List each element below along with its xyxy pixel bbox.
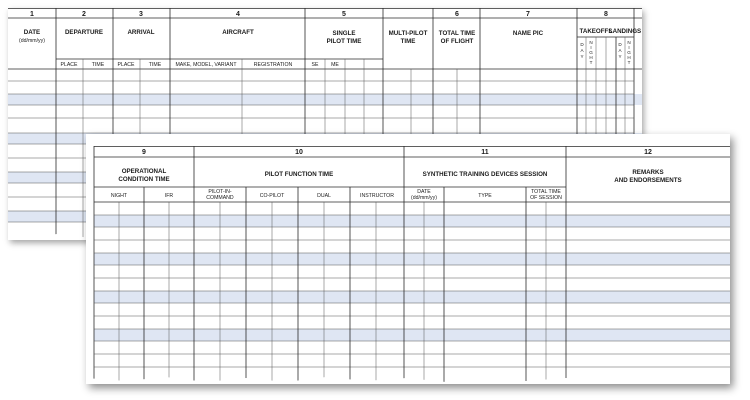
- col-number: 1: [30, 11, 34, 18]
- col-number: 6: [455, 11, 459, 18]
- aircraft-title: AIRCRAFT: [222, 29, 254, 36]
- session-type-label: TYPE: [478, 193, 492, 199]
- svg-text:T: T: [589, 60, 593, 65]
- arrival-title: ARRIVAL: [127, 29, 155, 36]
- svg-text:T: T: [627, 60, 631, 65]
- operational-title-1: OPERATIONAL: [121, 168, 167, 175]
- svg-text:A: A: [618, 48, 622, 53]
- pic-label-1: PILOT-IN-: [208, 189, 232, 195]
- name-pic-title: NAME PIC: [512, 30, 544, 37]
- col-number: 3: [139, 11, 143, 18]
- single-engine: SE: [311, 62, 319, 68]
- svg-text:Y: Y: [580, 54, 584, 59]
- multi-pilot-title-1: MULTI-PILOT: [388, 30, 428, 37]
- tinted-row: [94, 329, 730, 341]
- date-title: DATE: [23, 29, 41, 36]
- col-number: 10: [295, 149, 303, 156]
- departure-place: PLACE: [60, 62, 78, 68]
- multi-pilot-title-2: TIME: [400, 38, 416, 45]
- date-format: (dd/mm/yy): [19, 38, 45, 44]
- col-number: 4: [236, 11, 240, 18]
- back-page-grid: [86, 134, 730, 384]
- logbook-back-page: [86, 134, 730, 384]
- single-pilot-title-2: PILOT TIME: [326, 38, 362, 45]
- aircraft-registration: REGISTRATION: [253, 62, 293, 68]
- operational-title-2: CONDITION TIME: [118, 176, 170, 183]
- col-number: 8: [604, 11, 608, 18]
- ifr-label: IFR: [164, 193, 174, 199]
- single-pilot-title-1: SINGLE: [332, 30, 356, 37]
- col-number: 12: [644, 149, 652, 156]
- col-number: 2: [82, 11, 86, 18]
- takeoff-day-letters: [580, 42, 584, 59]
- col-number: 7: [526, 11, 530, 18]
- svg-text:D: D: [618, 42, 622, 47]
- pic-label-2: COMMAND: [206, 195, 234, 201]
- total-time-title-1: TOTAL TIME: [438, 30, 476, 37]
- back-row-lines: [94, 215, 730, 367]
- departure-time: TIME: [91, 62, 105, 68]
- pilot-function-title: PILOT FUNCTION TIME: [264, 171, 334, 178]
- torn-edge: [86, 377, 730, 384]
- landings-title: LANDINGS: [608, 28, 642, 35]
- tinted-row: [94, 215, 730, 227]
- svg-text:I: I: [628, 45, 630, 50]
- remarks-title-1: REMARKS: [632, 169, 664, 176]
- svg-text:G: G: [589, 50, 593, 55]
- session-date-format: (dd/mm/yy): [411, 195, 437, 201]
- instructor-label: INSTRUCTOR: [360, 193, 394, 199]
- svg-text:H: H: [627, 55, 631, 60]
- dual-label: DUAL: [317, 193, 331, 199]
- svg-text:D: D: [580, 42, 584, 47]
- session-total-label-2: OF SESSION: [530, 195, 562, 201]
- session-date-label: DATE: [417, 189, 431, 195]
- arrival-place: PLACE: [117, 62, 135, 68]
- takeoff-night-letters: [589, 40, 593, 65]
- landing-night-letters: [627, 40, 631, 65]
- session-total-label-1: TOTAL TIME: [531, 189, 561, 195]
- night-label: NIGHT: [110, 193, 128, 199]
- col-number: 5: [342, 11, 346, 18]
- svg-text:G: G: [627, 50, 631, 55]
- aircraft-model: MAKE, MODEL, VARIANT: [175, 62, 237, 68]
- multi-engine: ME: [331, 62, 339, 68]
- departure-title: DEPARTURE: [64, 29, 104, 36]
- tinted-row: [94, 291, 730, 303]
- takeoffs-title: TAKEOFFS: [579, 28, 613, 35]
- synthetic-training-title: SYNTHETIC TRAINING DEVICES SESSION: [422, 171, 548, 178]
- total-time-title-2: OF FLIGHT: [440, 38, 474, 45]
- svg-text:A: A: [580, 48, 584, 53]
- arrival-time: TIME: [148, 62, 162, 68]
- remarks-title-2: AND ENDORSEMENTS: [614, 177, 682, 184]
- col-number: 11: [481, 149, 489, 156]
- copilot-label: CO-PILOT: [259, 193, 285, 199]
- tinted-row: [94, 253, 730, 265]
- svg-text:Y: Y: [618, 54, 622, 59]
- svg-text:N: N: [627, 40, 631, 45]
- landing-day-letters: [618, 42, 622, 59]
- svg-text:I: I: [590, 45, 592, 50]
- svg-text:N: N: [589, 40, 593, 45]
- svg-text:H: H: [589, 55, 593, 60]
- col-number: 9: [142, 149, 146, 156]
